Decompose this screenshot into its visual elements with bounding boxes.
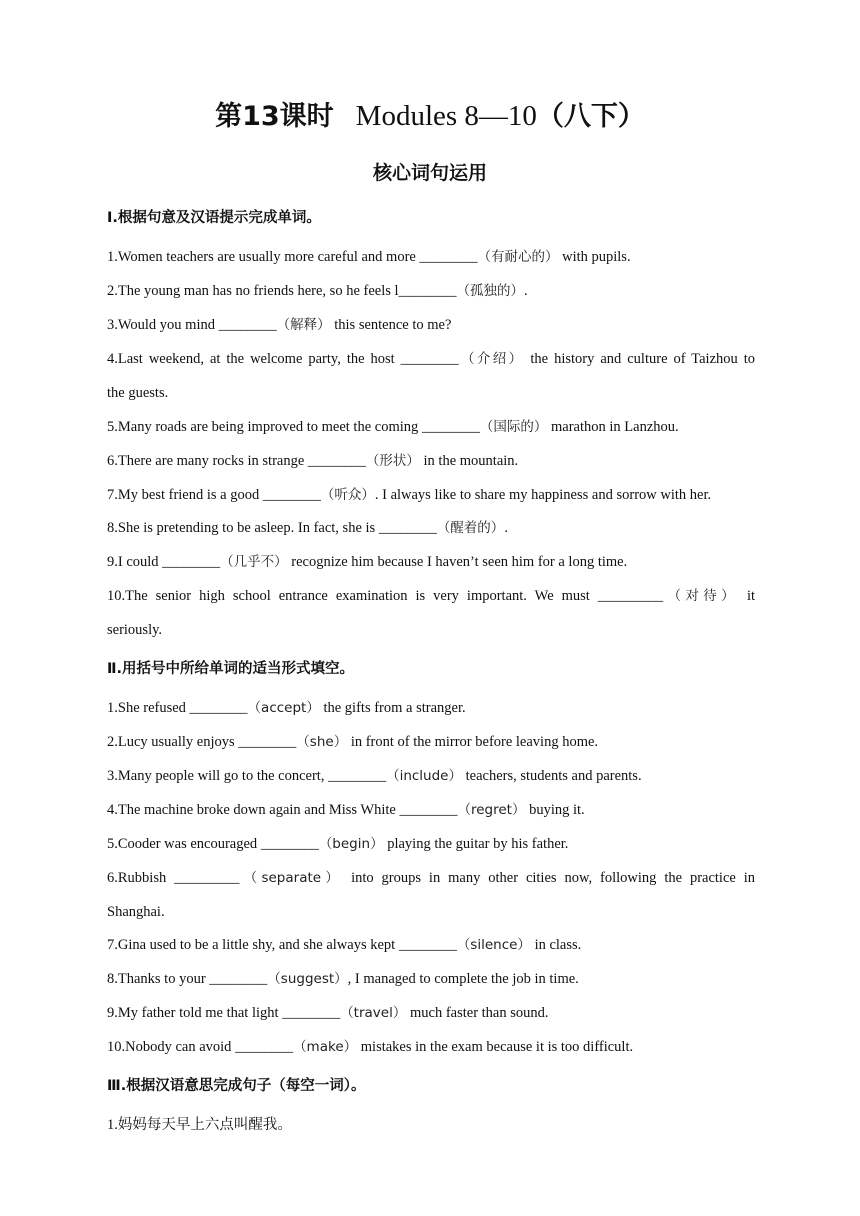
item-text-end: this sentence to me? xyxy=(330,317,452,333)
word-hint: （醒着的） xyxy=(436,520,505,536)
answer-blank[interactable]: ________ xyxy=(238,734,297,750)
exercise-item-continued: Shanghai. xyxy=(107,904,165,920)
answer-blank[interactable]: ________ xyxy=(378,520,437,536)
answer-blank[interactable]: ________ xyxy=(282,1005,341,1021)
exercise-item xyxy=(107,834,755,854)
answer-blank[interactable]: ________ xyxy=(162,554,221,570)
word-hint: （形状） xyxy=(365,453,420,469)
item-text: 6.Rubbish xyxy=(107,870,175,886)
exercise-item-continued: seriously. xyxy=(107,622,163,638)
answer-blank[interactable]: ________ xyxy=(419,249,478,265)
answer-blank[interactable]: ________ xyxy=(209,971,268,987)
exercise-item xyxy=(107,1003,755,1023)
item-text: 1.Women teachers are usually more careful and more xyxy=(107,249,420,265)
word-hint: （几乎不） xyxy=(220,554,288,570)
word-hint: （听众） xyxy=(320,487,375,503)
exercise-item xyxy=(107,732,755,752)
section-subtitle: 核心词句运用 xyxy=(372,162,487,184)
answer-blank[interactable]: ________ xyxy=(260,836,319,852)
answer-blank[interactable]: ________ xyxy=(400,351,459,367)
exercise-item xyxy=(107,552,755,572)
item-text-end: in the mountain. xyxy=(419,453,519,469)
exercise-item xyxy=(107,800,755,820)
section2-heading: Ⅱ.用括号中所给单词的适当形式填空。 xyxy=(107,661,355,677)
item-text-end: recognize him because I haven’t seen him for a long time. xyxy=(287,554,628,570)
exercise-item xyxy=(107,935,755,955)
word-hint: （begin） xyxy=(318,836,384,852)
exercise-item xyxy=(107,485,755,505)
answer-blank[interactable]: ________ xyxy=(398,937,457,953)
word-hint: （make） xyxy=(293,1039,358,1055)
item-text: 8.Thanks to your xyxy=(107,971,210,987)
answer-blank[interactable]: _________ xyxy=(174,870,240,886)
exercise-item xyxy=(107,586,755,606)
answer-blank[interactable]: ________ xyxy=(421,419,480,435)
answer-blank[interactable]: ________ xyxy=(189,700,248,716)
item-text: 5.Cooder was encouraged xyxy=(107,836,261,852)
section1-heading: Ⅰ.根据句意及汉语提示完成单词。 xyxy=(107,210,321,226)
item-text: 3.Would you mind xyxy=(107,317,219,333)
word-hint: （介绍） xyxy=(458,351,525,367)
exercise-item xyxy=(107,766,755,786)
exercise-item xyxy=(107,518,755,538)
item-text-end: playing the guitar by his father. xyxy=(383,836,569,852)
answer-blank[interactable]: ________ xyxy=(218,317,277,333)
exercise-item xyxy=(107,315,755,335)
item-text: 3.Many people will go to the concert, xyxy=(107,768,329,784)
item-text-end: it xyxy=(738,588,756,604)
item-text-end: . xyxy=(504,520,508,536)
word-hint: （include） xyxy=(386,768,462,784)
item-text: 1.She refused xyxy=(107,700,190,716)
exercise-item xyxy=(107,451,755,471)
answer-blank[interactable]: ________ xyxy=(307,453,366,469)
exercise-item xyxy=(107,349,755,369)
item-text-end: into groups in many other cities now, following the practice in xyxy=(343,870,756,886)
exercise-item xyxy=(107,281,755,301)
item-text-end: . I always like to share my happiness and sorrow with her. xyxy=(374,487,712,503)
word-hint: （有耐心的） xyxy=(477,249,559,265)
item-text: 4.The machine broke down again and Miss White xyxy=(107,802,400,818)
word-hint: （separate） xyxy=(239,870,344,886)
answer-blank[interactable]: ________ xyxy=(399,802,458,818)
item-text-end: the gifts from a stranger. xyxy=(319,700,466,716)
item-text-end: in front of the mirror before leaving home. xyxy=(347,734,599,750)
item-text: 8.She is pretending to be asleep. In fact, she is xyxy=(107,520,379,536)
answer-blank[interactable]: ________ xyxy=(328,768,387,784)
word-hint: （regret） xyxy=(457,802,526,818)
item-text-end: teachers, students and parents. xyxy=(462,768,642,784)
item-text-end: marathon in Lanzhou. xyxy=(547,419,679,435)
item-text-end: , I managed to complete the job in time. xyxy=(347,971,579,987)
item-text: 9.My father told me that light xyxy=(107,1005,283,1021)
item-text: 2.Lucy usually enjoys xyxy=(107,734,239,750)
item-text: 2.The young man has no friends here, so he feels l xyxy=(107,283,399,299)
exercise-item xyxy=(107,1037,755,1057)
item-text: 4.Last weekend, at the welcome party, the host xyxy=(107,351,401,367)
grade-label: （八下） xyxy=(536,101,645,132)
exercise-item xyxy=(107,698,755,718)
item-text: 1.妈妈每天早上六点叫醒我。 xyxy=(107,1117,292,1133)
answer-blank[interactable]: ________ xyxy=(262,487,321,503)
word-hint: （accept） xyxy=(247,700,320,716)
item-text-end: much faster than sound. xyxy=(406,1005,549,1021)
word-hint: （she） xyxy=(296,734,348,750)
item-text: 10.Nobody can avoid xyxy=(107,1039,236,1055)
item-text-end: buying it. xyxy=(525,802,585,818)
answer-blank[interactable]: ________ xyxy=(398,283,457,299)
word-hint: （解释） xyxy=(276,317,331,333)
word-hint: （对待） xyxy=(663,588,739,604)
item-text: 7.Gina used to be a little shy, and she always kept xyxy=(107,937,399,953)
item-text: 6.There are many rocks in strange xyxy=(107,453,308,469)
answer-blank[interactable]: ________ xyxy=(235,1039,294,1055)
item-text-end: with pupils. xyxy=(558,249,631,265)
item-text: 5.Many roads are being improved to meet the coming xyxy=(107,419,422,435)
exercise-item xyxy=(107,969,755,989)
answer-blank[interactable]: _________ xyxy=(597,588,664,604)
lesson-label: 第13课时 xyxy=(215,101,334,132)
item-text-end: the history and culture of Taizhou to xyxy=(524,351,756,367)
page-title xyxy=(0,96,860,137)
item-text-end: . xyxy=(524,283,528,299)
item-text: 7.My best friend is a good xyxy=(107,487,263,503)
word-hint: （suggest） xyxy=(267,971,348,987)
exercise-item xyxy=(107,247,755,267)
item-text-end: in class. xyxy=(530,937,582,953)
word-hint: （silence） xyxy=(456,937,531,953)
exercise-item xyxy=(107,417,755,437)
section3-heading: Ⅲ.根据汉语意思完成句子（每空一词）。 xyxy=(107,1078,366,1094)
item-text: 10.The senior high school entrance examination is very important. We must xyxy=(107,588,598,604)
word-hint: （孤独的） xyxy=(456,283,525,299)
exercise-item-continued: the guests. xyxy=(107,385,169,401)
modules-label: Modules 8—10 xyxy=(355,100,537,132)
item-text-end: mistakes in the exam because it is too difficult. xyxy=(357,1039,634,1055)
word-hint: （国际的） xyxy=(479,419,548,435)
exercise-item xyxy=(107,868,755,888)
item-text: 9.I could xyxy=(107,554,163,570)
word-hint: （travel） xyxy=(340,1005,407,1021)
exercise-item xyxy=(107,1115,755,1135)
